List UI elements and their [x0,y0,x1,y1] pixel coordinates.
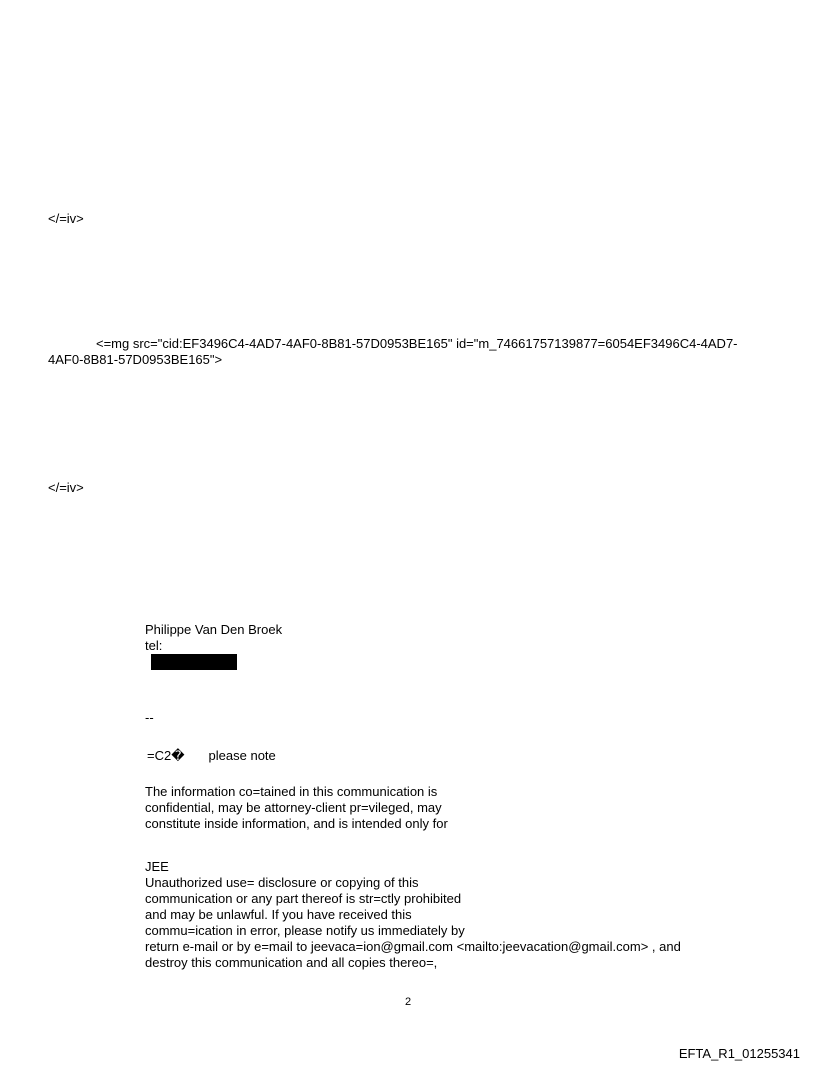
disclaimer-2-line-6: destroy this communication and all copies thereo=, [145,955,438,970]
img-tag-line-2: 4AF0-8B81-57D0953BE165"> [48,352,223,367]
disclaimer-2-line-5: return e-mail or by e=mail to jeevaca=ion@gmail.com <mailto:jeevacation@gmail.com> , and [145,939,681,954]
note-label: please note [208,748,276,763]
note-line [147,748,276,764]
tel-label: tel: [145,638,163,653]
signature-separator: -- [145,710,154,725]
disclaimer-paragraph-2 [145,875,681,971]
note-prefix: =C2� [147,748,185,763]
disclaimer-1-line-2: confidential, may be attorney-client pr=vileged, may [145,800,442,815]
img-tag-line-1: <=mg src="cid:EF3496C4-4AD7-4AF0-8B81-57D0953BE165" id="m_74661757139877=6054EF3496C4-4AD7- [96,336,738,351]
signature-tel-line [145,638,282,670]
disclaimer-2-line-2: communication or any part thereof is str=ctly prohibited [145,891,462,906]
img-tag-text [48,336,738,368]
signature-name: Philippe Van Den Broek [145,622,283,637]
disclaimer-2-line-3: and may be unlawful. If you have received this [145,907,412,922]
div-close-tag-1: </=iv> [48,211,84,226]
disclaimer-1-line-1: The information co=tained in this communication is [145,784,438,799]
document-footer-id: EFTA_R1_01255341 [678,1046,800,1061]
page-number: 2 [404,996,412,1008]
disclaimer-paragraph-1 [145,784,448,832]
disclaimer-2-line-1: Unauthorized use= disclosure or copying of this [145,875,419,890]
signature-block [145,622,282,670]
div-close-tag-2: </=iv> [48,480,84,495]
disclaimer-1-line-3: constitute inside information, and is intended only for [145,816,448,831]
disclaimer-2-line-4: commu=ication in error, please notify us immediately by [145,923,465,938]
redaction-bar [151,654,237,670]
recipient-name: JEE [145,859,169,874]
